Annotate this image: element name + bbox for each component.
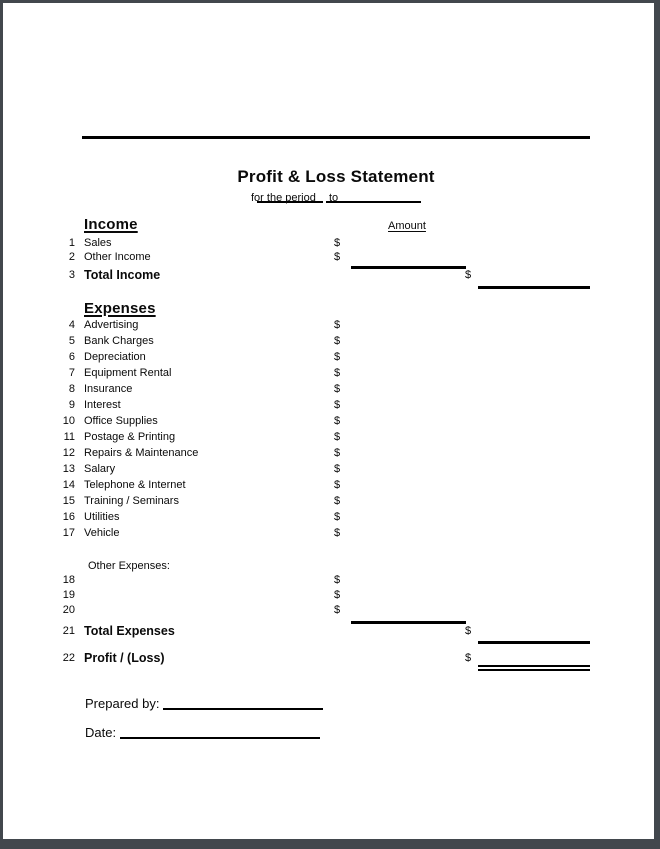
row-label: Vehicle bbox=[84, 527, 120, 539]
prepared-by-field[interactable] bbox=[163, 696, 323, 710]
row-label: Other Income bbox=[84, 251, 151, 263]
dollar-sign: $ bbox=[334, 335, 341, 347]
row-number: 5 bbox=[68, 335, 75, 347]
expense-row bbox=[3, 333, 654, 349]
dollar-sign: $ bbox=[334, 589, 341, 601]
dollar-sign: $ bbox=[334, 351, 341, 363]
page-title: Profit & Loss Statement bbox=[237, 167, 435, 186]
dollar-sign: $ bbox=[334, 367, 341, 379]
expense-row bbox=[3, 429, 654, 445]
expense-row bbox=[3, 413, 654, 429]
expense-row bbox=[3, 445, 654, 461]
expense-row bbox=[3, 509, 654, 525]
expense-row bbox=[3, 461, 654, 477]
expense-row bbox=[3, 349, 654, 365]
period-end-field[interactable] bbox=[326, 191, 421, 203]
row-number: 6 bbox=[68, 351, 75, 363]
other-expense-row bbox=[3, 603, 654, 618]
row-number: 19 bbox=[62, 589, 75, 601]
dollar-sign: $ bbox=[334, 319, 341, 331]
row-number: 21 bbox=[62, 625, 75, 637]
row-label: Repairs & Maintenance bbox=[84, 447, 199, 459]
prepared-by-label: Prepared by: bbox=[85, 696, 160, 711]
row-label: Insurance bbox=[84, 383, 133, 395]
dollar-sign: $ bbox=[334, 431, 341, 443]
row-label: Telephone & Internet bbox=[84, 479, 186, 491]
row-number: 15 bbox=[62, 495, 75, 507]
period-line bbox=[82, 191, 590, 205]
profit-loss-field[interactable] bbox=[478, 665, 590, 671]
row-number: 18 bbox=[62, 574, 75, 586]
date-row bbox=[85, 725, 320, 741]
dollar-sign: $ bbox=[465, 625, 472, 637]
total-expenses-field[interactable] bbox=[478, 641, 590, 644]
expense-row bbox=[3, 477, 654, 493]
row-number: 14 bbox=[62, 479, 75, 491]
income-rows bbox=[3, 236, 654, 264]
amount-column-header: Amount bbox=[388, 220, 426, 232]
total-income-field[interactable] bbox=[478, 286, 590, 289]
row-label: Total Income bbox=[84, 268, 161, 282]
dollar-sign: $ bbox=[334, 415, 341, 427]
row-number: 4 bbox=[68, 319, 75, 331]
row-number: 12 bbox=[62, 447, 75, 459]
dollar-sign: $ bbox=[334, 383, 341, 395]
income-row bbox=[3, 236, 654, 250]
expenses-section-heading: Expenses bbox=[84, 300, 156, 317]
row-label: Training / Seminars bbox=[84, 495, 179, 507]
document-header bbox=[82, 166, 590, 205]
dollar-sign: $ bbox=[334, 237, 341, 249]
row-label: Bank Charges bbox=[84, 335, 154, 347]
row-label: Interest bbox=[84, 399, 121, 411]
dollar-sign: $ bbox=[334, 447, 341, 459]
other-expense-row bbox=[3, 588, 654, 603]
expense-row bbox=[3, 493, 654, 509]
row-label: Utilities bbox=[84, 511, 120, 523]
header-rule bbox=[82, 136, 590, 139]
total-income-row bbox=[3, 267, 654, 283]
period-connector-label: to bbox=[329, 192, 339, 204]
expense-row bbox=[3, 525, 654, 541]
row-label: Profit / (Loss) bbox=[84, 651, 165, 665]
dollar-sign: $ bbox=[334, 463, 341, 475]
row-label: Sales bbox=[84, 237, 112, 249]
expense-row bbox=[3, 397, 654, 413]
row-number: 3 bbox=[68, 269, 75, 281]
double-rule-top bbox=[478, 665, 590, 667]
row-number: 20 bbox=[62, 604, 75, 616]
row-number: 1 bbox=[68, 237, 75, 249]
row-label: Salary bbox=[84, 463, 116, 475]
date-label: Date: bbox=[85, 725, 117, 740]
row-number: 11 bbox=[63, 431, 75, 443]
dollar-sign: $ bbox=[465, 269, 472, 281]
income-section-heading: Income bbox=[84, 216, 138, 233]
other-expense-row bbox=[3, 573, 654, 588]
date-field[interactable] bbox=[120, 725, 320, 739]
expense-row bbox=[3, 365, 654, 381]
dollar-sign: $ bbox=[334, 511, 341, 523]
double-rule-bottom bbox=[478, 669, 590, 671]
row-number: 8 bbox=[68, 383, 75, 395]
row-number: 17 bbox=[62, 527, 75, 539]
prepared-by-row bbox=[85, 696, 323, 712]
dollar-sign: $ bbox=[334, 479, 341, 491]
profit-loss-row bbox=[3, 650, 654, 666]
dollar-sign: $ bbox=[334, 574, 341, 586]
document-page bbox=[3, 3, 654, 839]
dollar-sign: $ bbox=[334, 527, 341, 539]
row-label: Postage & Printing bbox=[84, 431, 176, 443]
expense-row bbox=[3, 317, 654, 333]
row-number: 9 bbox=[68, 399, 75, 411]
income-row bbox=[3, 250, 654, 264]
other-expense-rows bbox=[3, 573, 654, 618]
dollar-sign: $ bbox=[334, 495, 341, 507]
row-label: Advertising bbox=[84, 319, 139, 331]
dollar-sign: $ bbox=[465, 652, 472, 664]
row-number: 7 bbox=[68, 367, 75, 379]
row-number: 2 bbox=[68, 251, 75, 263]
row-number: 13 bbox=[62, 463, 75, 475]
row-label: Office Supplies bbox=[84, 415, 158, 427]
expense-rows bbox=[3, 317, 654, 541]
row-label: Depreciation bbox=[84, 351, 146, 363]
other-expenses-label: Other Expenses: bbox=[88, 560, 170, 572]
row-number: 16 bbox=[62, 511, 75, 523]
row-label: Total Expenses bbox=[84, 624, 175, 638]
row-label: Equipment Rental bbox=[84, 367, 172, 379]
period-prefix-label: for the period bbox=[251, 192, 316, 204]
expense-row bbox=[3, 381, 654, 397]
dollar-sign: $ bbox=[334, 604, 341, 616]
total-expenses-row bbox=[3, 623, 654, 639]
row-number: 10 bbox=[62, 415, 75, 427]
dollar-sign: $ bbox=[334, 399, 341, 411]
dollar-sign: $ bbox=[334, 251, 341, 263]
row-number: 22 bbox=[62, 652, 75, 664]
